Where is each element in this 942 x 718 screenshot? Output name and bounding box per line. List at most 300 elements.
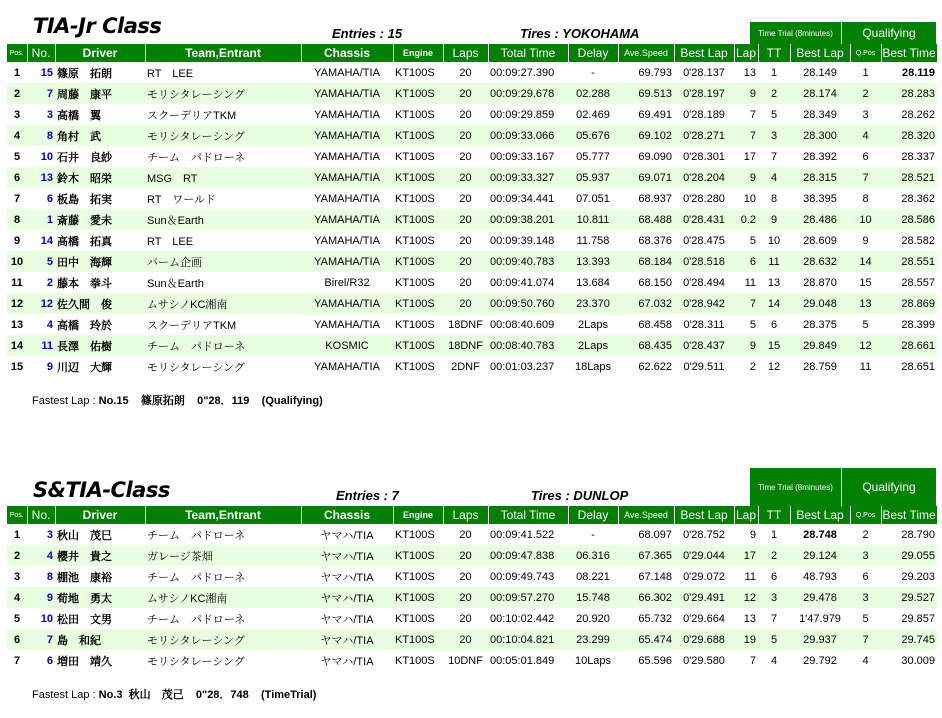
cell-ave-speed: 66.302 — [618, 587, 674, 608]
cell-engine: KT100S — [393, 251, 443, 272]
col-lap: Lap — [735, 46, 757, 60]
cell-delay: 05.777 — [576, 150, 610, 163]
cell-q-pos: 5 — [862, 612, 869, 625]
cell-laps: 20 — [443, 251, 488, 272]
cell-total-time: 00:09:33.066 — [488, 125, 568, 146]
cell-best-time: 29.527 — [881, 587, 937, 608]
cell-no: 10 — [40, 150, 53, 163]
cell-tt-best-lap: 28.609 — [803, 234, 837, 247]
cell-laps: 18DNF — [448, 318, 483, 331]
cell-total-time: 00:09:33.167 — [490, 150, 555, 163]
cell-total-time: 00:01:03.237 — [490, 360, 555, 373]
cell-pos: 4 — [7, 125, 27, 146]
col-tt: TT — [758, 44, 790, 62]
cell-tt-best-lap: 29.048 — [790, 293, 850, 314]
cell-team: チーム パドローネ — [147, 151, 246, 164]
cell-chassis: YAMAHA/TIA — [314, 360, 380, 373]
cell-total-time: 00:09:49.743 — [490, 570, 555, 583]
cell-ave-speed: 62.622 — [638, 360, 672, 373]
cell-pos: 13 — [10, 318, 24, 331]
cell-engine: KT100S — [393, 335, 443, 356]
cell-best-time: 28.557 — [901, 276, 935, 289]
cell-driver: 高橋 翼 — [57, 109, 101, 122]
cell-no: 9 — [46, 360, 53, 373]
cell-chassis: ヤマハ/TIA — [301, 545, 393, 566]
cell-total-time: 00:09:29.678 — [488, 83, 568, 104]
col-delay: Delay — [568, 44, 618, 62]
cell-engine: KT100S — [395, 654, 435, 667]
cell-driver: 増田 靖久 — [57, 655, 112, 668]
cell-pos: 2 — [7, 545, 27, 566]
cell-engine: KT100S — [395, 612, 435, 625]
cell-q-pos: 3 — [862, 108, 869, 121]
cell-q-pos: 5 — [862, 318, 869, 331]
cell-tt: 5 — [770, 108, 778, 121]
table-row — [7, 608, 937, 629]
cell-total-time: 00:09:41.074 — [490, 276, 555, 289]
cell-chassis: YAMAHA/TIA — [314, 108, 380, 121]
header-row — [7, 44, 937, 62]
cell-best-lap: 0'29.580 — [683, 654, 725, 667]
cell-team: スクーデリアTKM — [147, 109, 237, 122]
cell-team: チーム パドローネ — [147, 571, 246, 584]
cell-q-pos: 9 — [862, 234, 869, 247]
cell-tt: 1 — [770, 528, 778, 541]
cell-best-lap: 0'29.664 — [683, 612, 725, 625]
cell-engine: KT100S — [395, 570, 435, 583]
cell-delay: 15.748 — [568, 587, 618, 608]
cell-no: 4 — [46, 318, 53, 331]
cell-laps: 20 — [459, 528, 472, 541]
cell-no: 11 — [27, 335, 55, 356]
cell-q-pos: 6 — [862, 150, 869, 163]
cell-best-time: 30.009 — [901, 654, 935, 667]
cell-best-lap: 0'28.431 — [674, 209, 734, 230]
cell-best-lap: 0'28.189 — [683, 108, 725, 121]
cell-total-time: 00:08:40.783 — [488, 335, 568, 356]
cell-laps: 20 — [459, 192, 472, 205]
cell-tt: 3 — [758, 587, 790, 608]
col-q-pos: Q.Pos — [850, 506, 881, 524]
cell-team: RT LEE — [147, 235, 194, 248]
table-row — [7, 251, 937, 272]
table-row — [7, 83, 937, 104]
cell-laps: 20 — [443, 209, 488, 230]
cell-ave-speed: 67.365 — [618, 545, 674, 566]
cell-total-time: 00:09:57.270 — [488, 587, 568, 608]
fastest-lap-time: 0"28．119 — [197, 395, 250, 407]
cell-q-pos: 4 — [850, 125, 881, 146]
cell-lap: 7 — [749, 654, 756, 667]
cell-tt-best-lap: 28.392 — [803, 150, 837, 163]
cell-chassis: YAMAHA/TIA — [301, 209, 393, 230]
cell-engine: KT100S — [395, 192, 435, 205]
cell-team: MSG RT — [145, 167, 301, 188]
cell-best-time: 28.582 — [901, 234, 935, 247]
cell-laps: 20 — [443, 167, 488, 188]
cell-engine: KT100S — [393, 545, 443, 566]
cell-tt-best-lap: 28.149 — [803, 66, 837, 79]
cell-driver: 荀地 勇太 — [55, 587, 145, 608]
cell-tt: 14 — [758, 293, 790, 314]
cell-chassis: ヤマハ/TIA — [320, 655, 374, 668]
cell-chassis: YAMAHA/TIA — [301, 251, 393, 272]
col-no: No. — [27, 506, 55, 524]
cell-ave-speed: 68.937 — [638, 192, 672, 205]
cell-q-pos: 10 — [850, 209, 881, 230]
cell-engine: KT100S — [393, 83, 443, 104]
cell-tt: 12 — [767, 360, 781, 373]
cell-tt-best-lap: 29.478 — [790, 587, 850, 608]
results-table — [7, 506, 938, 671]
cell-tt: 13 — [767, 276, 781, 289]
cell-total-time: 00:09:40.783 — [488, 251, 568, 272]
cell-tt-best-lap: 28.870 — [803, 276, 837, 289]
cell-best-time: 28.661 — [881, 335, 937, 356]
cell-best-time: 29.857 — [901, 612, 935, 625]
cell-driver: 板島 拓実 — [57, 193, 112, 206]
table-row — [7, 146, 937, 167]
tire-brand: Tires : YOKOHAMA — [520, 26, 640, 41]
cell-pos: 5 — [13, 612, 21, 625]
cell-engine: KT100S — [395, 66, 435, 79]
cell-tt: 15 — [758, 335, 790, 356]
col-tt-best-lap: Best Lap — [790, 44, 850, 62]
cell-laps: 20 — [443, 83, 488, 104]
cell-chassis: ヤマハ/TIA — [301, 629, 393, 650]
col-best-lap: Best Lap — [674, 44, 734, 62]
cell-driver: 川辺 大輝 — [57, 361, 112, 374]
cell-pos: 15 — [10, 360, 24, 373]
cell-lap: 9 — [749, 528, 756, 541]
cell-tt-best-lap: 28.486 — [790, 209, 850, 230]
cell-lap: 11 — [744, 276, 756, 289]
cell-team: モリシタレーシング — [147, 361, 245, 374]
cell-lap: 13 — [743, 612, 756, 625]
cell-best-time: 29.745 — [881, 629, 937, 650]
cell-pos: 9 — [13, 234, 21, 247]
col-ave-speed: Ave.Speed — [618, 44, 674, 62]
cell-no: 14 — [40, 234, 53, 247]
cell-team: チーム パドローネ — [147, 613, 246, 626]
cell-ave-speed: 68.458 — [638, 318, 672, 331]
cell-delay: 18Laps — [574, 360, 612, 373]
cell-delay: 07.051 — [576, 192, 610, 205]
cell-tt-best-lap: 28.759 — [803, 360, 837, 373]
cell-ave-speed: 67.032 — [618, 293, 674, 314]
cell-laps: 20 — [443, 629, 488, 650]
fastest-lap-time: 0"28．748 — [195, 689, 249, 701]
cell-tt: 6 — [770, 570, 778, 583]
cell-lap: 6 — [734, 251, 758, 272]
cell-delay: 10.811 — [568, 209, 618, 230]
cell-ave-speed: 68.184 — [618, 251, 674, 272]
cell-team: スクーデリアTKM — [147, 319, 237, 332]
cell-best-time: 29.203 — [901, 570, 935, 583]
cell-best-lap: 0'29.511 — [683, 360, 725, 373]
cell-ave-speed: 67.148 — [638, 570, 672, 583]
table-row — [7, 566, 937, 587]
cell-best-time: 28.586 — [881, 209, 937, 230]
cell-driver: 櫻井 貴之 — [55, 545, 145, 566]
cell-lap: 19 — [734, 629, 758, 650]
cell-driver: 長澤 佑樹 — [55, 335, 145, 356]
cell-total-time: 00:09:38.201 — [488, 209, 568, 230]
cell-no: 6 — [46, 192, 53, 205]
cell-laps: 2DNF — [451, 360, 480, 373]
cell-tt: 2 — [758, 83, 790, 104]
cell-lap: 9 — [734, 335, 758, 356]
col-laps: Laps — [443, 506, 488, 524]
cell-tt-best-lap: 29.849 — [790, 335, 850, 356]
table-row — [7, 524, 937, 545]
cell-driver: 高橋 拓真 — [57, 235, 112, 248]
cell-team: RT ワールド — [147, 193, 217, 206]
cell-tt: 9 — [758, 209, 790, 230]
cell-q-pos: 14 — [850, 251, 881, 272]
cell-pos: 3 — [13, 570, 21, 583]
cell-total-time: 00:09:39.148 — [490, 234, 555, 247]
cell-no: 8 — [46, 570, 53, 583]
cell-no: 10 — [40, 612, 53, 625]
cell-delay: 05.676 — [568, 125, 618, 146]
cell-delay: 10Laps — [574, 654, 612, 667]
cell-best-time: 28.869 — [881, 293, 937, 314]
cell-chassis: YAMAHA/TIA — [314, 192, 380, 205]
cell-engine: KT100S — [393, 167, 443, 188]
cell-driver: 篠原 拓朗 — [57, 67, 112, 80]
cell-team: モリシタレーシング — [145, 125, 301, 146]
cell-best-lap: 0'28.752 — [683, 528, 725, 541]
cell-no: 12 — [27, 293, 55, 314]
cell-laps: 20 — [459, 276, 472, 289]
class-title: TIA-Jr Class — [33, 14, 162, 38]
table-row — [7, 587, 937, 608]
cell-driver: 角村 武 — [55, 125, 145, 146]
cell-best-time: 28.283 — [881, 83, 937, 104]
results-table — [7, 44, 938, 377]
cell-delay: - — [591, 66, 595, 79]
cell-engine: KT100S — [395, 360, 435, 373]
cell-best-time: 28.119 — [901, 66, 935, 79]
cell-total-time: 00:09:27.390 — [490, 66, 555, 79]
table-row — [7, 629, 937, 650]
cell-q-pos: 3 — [850, 587, 881, 608]
cell-engine: KT100S — [395, 318, 435, 331]
table-row — [7, 209, 937, 230]
cell-delay: 02.469 — [576, 108, 610, 121]
table-row — [7, 314, 937, 335]
col-engine: Engine — [393, 44, 443, 62]
cell-lap: 10 — [743, 192, 756, 205]
cell-q-pos: 4 — [862, 654, 869, 667]
cell-laps: 20 — [443, 125, 488, 146]
cell-best-lap: 0'28.518 — [674, 251, 734, 272]
cell-team: チーム パドローネ — [147, 529, 246, 542]
cell-driver: 秋山 茂巳 — [57, 529, 112, 542]
cell-engine: KT100S — [393, 629, 443, 650]
cell-no: 3 — [46, 108, 53, 121]
cell-pos: 14 — [7, 335, 27, 356]
cell-pos: 4 — [7, 587, 27, 608]
cell-best-lap: 0'28.280 — [683, 192, 725, 205]
cell-laps: 20 — [459, 150, 472, 163]
table-row — [7, 293, 937, 314]
cell-q-pos: 2 — [862, 528, 869, 541]
cell-tt-best-lap: 48.793 — [803, 570, 837, 583]
cell-delay: 11.758 — [576, 234, 610, 247]
fastest-lap — [32, 392, 323, 408]
cell-laps: 20 — [459, 612, 472, 625]
cell-q-pos: 12 — [850, 335, 881, 356]
cell-ave-speed: 69.513 — [618, 83, 674, 104]
cell-chassis: KOSMIC — [301, 335, 393, 356]
col-driver: Driver — [55, 44, 145, 62]
table-row — [7, 125, 937, 146]
cell-no: 6 — [46, 654, 53, 667]
entries-count: Entries : 15 — [332, 26, 403, 41]
cell-team: モリシタレーシング — [145, 83, 301, 104]
cell-best-time: 28.320 — [881, 125, 937, 146]
cell-chassis: YAMAHA/TIA — [301, 167, 393, 188]
cell-best-lap: 0'29.072 — [683, 570, 725, 583]
cell-chassis: YAMAHA/TIA — [314, 66, 380, 79]
cell-tt-best-lap: 28.632 — [790, 251, 850, 272]
cell-total-time: 00:09:33.327 — [488, 167, 568, 188]
cell-driver: 田中 海輝 — [55, 251, 145, 272]
cell-tt: 1 — [770, 66, 778, 79]
cell-delay: 08.221 — [576, 570, 610, 583]
cell-engine: KT100S — [395, 528, 435, 541]
cell-team: ガレージ茶畑 — [145, 545, 301, 566]
col-team: Team,Entrant — [145, 506, 301, 524]
fastest-lap-note: (TimeTrial) — [261, 689, 317, 701]
cell-q-pos: 3 — [850, 545, 881, 566]
cell-lap: 17 — [743, 150, 756, 163]
cell-best-lap: 0'29.044 — [674, 545, 734, 566]
cell-total-time: 00:10:02.442 — [490, 612, 555, 625]
cell-team: Sun＆Earth — [145, 209, 301, 230]
cell-tt: 4 — [758, 167, 790, 188]
cell-total-time: 00:10:04.821 — [488, 629, 568, 650]
cell-tt: 3 — [758, 125, 790, 146]
cell-no: 8 — [27, 125, 55, 146]
cell-team: モリシタレーシング — [145, 629, 301, 650]
cell-tt-best-lap: 29.792 — [803, 654, 837, 667]
cell-ave-speed: 69.102 — [618, 125, 674, 146]
cell-tt-best-lap: 29.124 — [790, 545, 850, 566]
cell-best-time: 29.055 — [881, 545, 937, 566]
cell-pos: 12 — [7, 293, 27, 314]
cell-tt: 6 — [770, 318, 778, 331]
col-tt: TT — [758, 506, 790, 524]
table-row — [7, 62, 937, 83]
cell-pos: 1 — [13, 528, 21, 541]
cell-tt: 8 — [770, 192, 778, 205]
cell-lap: 5 — [749, 318, 756, 331]
cell-engine: KT100S — [393, 587, 443, 608]
cell-driver: 藤本 拳斗 — [57, 277, 112, 290]
cell-tt: 2 — [758, 545, 790, 566]
cell-q-pos: 7 — [850, 167, 881, 188]
cell-best-time: 28.337 — [901, 150, 935, 163]
cell-no: 7 — [27, 629, 55, 650]
col-no: No. — [27, 44, 55, 62]
col-ave-speed: Ave.Speed — [618, 506, 674, 524]
cell-best-lap: 0'28.204 — [674, 167, 734, 188]
cell-no: 13 — [27, 167, 55, 188]
cell-delay: 20.920 — [576, 612, 610, 625]
cell-tt-best-lap: 28.349 — [803, 108, 837, 121]
cell-driver: 周藤 康平 — [55, 83, 145, 104]
cell-pos: 5 — [13, 150, 21, 163]
cell-lap: 5 — [749, 234, 756, 247]
cell-tt-best-lap: 28.748 — [803, 528, 837, 541]
cell-chassis: YAMAHA/TIA — [314, 234, 380, 247]
cell-pos: 7 — [13, 192, 21, 205]
cell-ave-speed: 69.071 — [618, 167, 674, 188]
cell-total-time: 00:08:40.609 — [490, 318, 555, 331]
cell-laps: 20 — [443, 293, 488, 314]
table-row — [7, 272, 937, 293]
cell-chassis: ヤマハ/TIA — [301, 587, 393, 608]
cell-pos: 1 — [13, 66, 21, 79]
cell-delay: 02.288 — [568, 83, 618, 104]
col-best-time: Best Time — [882, 46, 936, 60]
cell-best-lap: 0'28.137 — [683, 66, 725, 79]
group-header-time-trial: Time Trial (8minutes) — [750, 22, 842, 44]
cell-tt-best-lap: 28.375 — [803, 318, 837, 331]
cell-pos: 8 — [7, 209, 27, 230]
cell-no: 2 — [46, 276, 53, 289]
cell-best-time: 28.651 — [901, 360, 935, 373]
entries-count: Entries : 7 — [336, 488, 399, 503]
cell-lap: 12 — [734, 587, 758, 608]
cell-delay: 05.937 — [568, 167, 618, 188]
cell-no: 3 — [46, 528, 53, 541]
cell-delay: 13.393 — [568, 251, 618, 272]
cell-total-time: 00:05:01.849 — [490, 654, 555, 667]
cell-laps: 18DNF — [443, 335, 488, 356]
cell-no: 1 — [27, 209, 55, 230]
cell-driver: 松田 文男 — [57, 613, 112, 626]
cell-best-lap: 0'28.311 — [683, 318, 725, 331]
cell-chassis: Birel/R32 — [324, 276, 370, 289]
cell-best-lap: 0'28.494 — [683, 276, 725, 289]
col-delay: Delay — [568, 506, 618, 524]
group-header-time-trial: Time Trial (8minutes) — [750, 468, 842, 506]
cell-ave-speed: 65.732 — [638, 612, 672, 625]
cell-team: バーム企画 — [145, 251, 301, 272]
fastest-lap-label: Fastest Lap : — [32, 395, 99, 407]
cell-tt: 5 — [758, 629, 790, 650]
cell-total-time: 00:09:41.522 — [490, 528, 555, 541]
cell-chassis: YAMAHA/TIA — [301, 83, 393, 104]
cell-engine: KT100S — [393, 209, 443, 230]
col-team: Team,Entrant — [145, 44, 301, 62]
section-stia — [0, 460, 942, 718]
cell-delay: 23.370 — [568, 293, 618, 314]
cell-tt-best-lap: 28.315 — [790, 167, 850, 188]
cell-lap: 7 — [749, 108, 756, 121]
cell-engine: KT100S — [393, 293, 443, 314]
cell-ave-speed: 68.097 — [638, 528, 672, 541]
cell-best-lap: 0'28.271 — [674, 125, 734, 146]
cell-driver: 鈴木 昭栄 — [55, 167, 145, 188]
cell-lap: 17 — [734, 545, 758, 566]
cell-no: 9 — [27, 587, 55, 608]
fastest-lap-label: Fastest Lap : — [32, 689, 99, 701]
